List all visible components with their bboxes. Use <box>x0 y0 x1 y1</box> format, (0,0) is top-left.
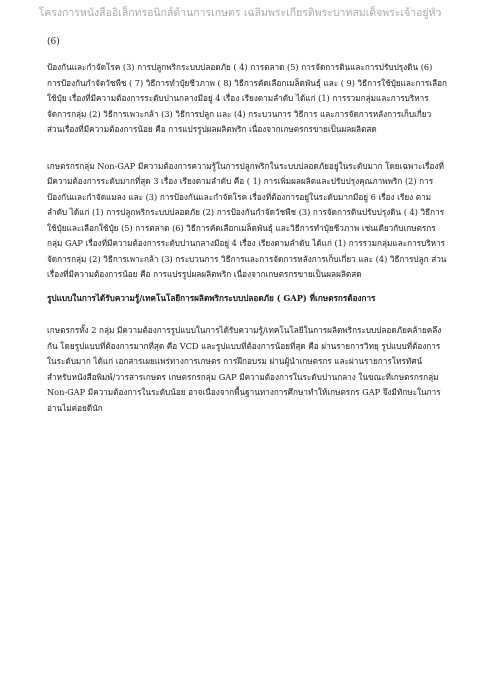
header-watermark: โครงการหนังสืออิเล็กทรอนิกส์ด้านการเกษตร เฉลิมพระเกียรติพระบาทสมเด็จพระเจ้าอยู่หัว <box>38 7 442 19</box>
paragraph-1: ป้องกันและกำจัดโรค (3) การปลูกพริกระบบปลอดภัย ( 4) การตลาด (5) การจัดการดินและการปรับปรุงดิน (6) การป้องกันกำจัดวัชพืช ( 7) วิธีการทำปุ๋ยชีวภาพ ( 8) วิธีการคัดเลือกเมล็ดพันธุ์ และ ( 9) วิธีการใช้ปุ๋ยและการเลือกใช้ปุ๋ย เรื่องที่มีความต้องการระดับปานกลางมีอยู่ 4 เรื่อง เรียงตามลำดับ ได้แก่ (1) การรวมกลุ่มและการบริหารจัดการกลุ่ม (2) วิธีการเพาะกล้า (3) วิธีการปลูก และ (4) กระบวนการ วิธีการ และการจัดการหลังการเก็บเกี่ยว ส่วนเรื่องที่มีความต้องการน้อย คือ การแปรรูปผลผลิตพริก เนื่องจากเกษตรกรขายเป็นผลผลิตสด <box>47 62 447 134</box>
section-heading: รูปแบบในการได้รับความรู้/เทคโนโลยีการผลิตพริกระบบปลอดภัย ( GAP) ที่เกษตรกรต้องการ <box>47 292 376 303</box>
document-body <box>47 60 447 416</box>
paragraph-3: เกษตรกรทั้ง 2 กลุ่ม มีความต้องการรูปแบบในการได้รับความรู้/เทคโนโลยีในการผลิตพริกระบบปลอดภัยคล้ายคลึงกัน โดยรูปแบบที่ต้องการมากที่สุด คือ VCD และรูปแบบที่ต้องการน้อยที่สุด คือ ผ่านรายการวิทยุ รูปแบบที่ต้องการในระดับมาก ได้แก่ เอกสารเผยแพร่ทางการเกษตร การฝึกอบรม ผ่านผู้นำเกษตรกร และผ่านรายการโทรทัศน์ สำหรับหนังสือพิมพ์/วารสารเกษตร เกษตรกรกลุ่ม GAP มีความต้องการในระดับปานกลาง ในขณะที่เกษตรกรกลุ่ม Non-GAP มีความต้องการในระดับน้อย อาจเนื่องจากพื้นฐานทางการศึกษาทำให้เกษตรกร GAP จึงมีทักษะในการอ่านไม่ค่อยดีนัก <box>47 325 442 413</box>
page-number: (6) <box>47 37 60 47</box>
paragraph-2: เกษตรกรกลุ่ม Non-GAP มีความต้องการความรู้ในการปลูกพริกในระบบปลอดภัยอยู่ในระดับมาก โดยเฉพาะเรื่องที่มีความต้องการระดับมากที่สุด 3 เรื่อง เรียงตามลำดับ คือ ( 1) การเพิ่มผลผลิตและปรับปรุงคุณภาพพริก (2) การป้องกันและกำจัดแมลง และ (3) การป้องกันและกำจัดโรค เรื่องที่ต้องการอยู่ในระดับมากมีอยู่ 6 เรื่อง เรียง ตามลำดับ ได้แก่ (1) การปลูกพริกระบบปลอดภัย (2) การป้องกันกำจัดวัชพืช (3) การจัดการดินปรับปรุงดิน ( 4) วิธีการใช้ปุ๋ยและเลือกใช้ปุ๋ย (5) การตลาด (6) วิธีการคัดเลือกเมล็ดพันธุ์ และวิธีการทำปุ๋ยชีวภาพ เช่นเดียวกับเกษตรกรกลุ่ม GAP เรื่องที่มีความต้องการระดับปานกลางมีอยู่ 4 เรื่อง เรียงตามลำดับ ได้แก่ (1) การรวมกลุ่มและการบริหารจัดการกลุ่ม (2) วิธีการเพาะกล้า (3) กระบวนการ วิธีการและการจัดการหลังการเก็บเกี่ยว และ (4) วิธีการปลูก ส่วนเรื่องที่มีความต้องการน้อย คือ การแปรรูปผลผลิตพริก เนื่องจากเกษตรกรขายเป็นผลผลิตสด <box>47 160 447 279</box>
